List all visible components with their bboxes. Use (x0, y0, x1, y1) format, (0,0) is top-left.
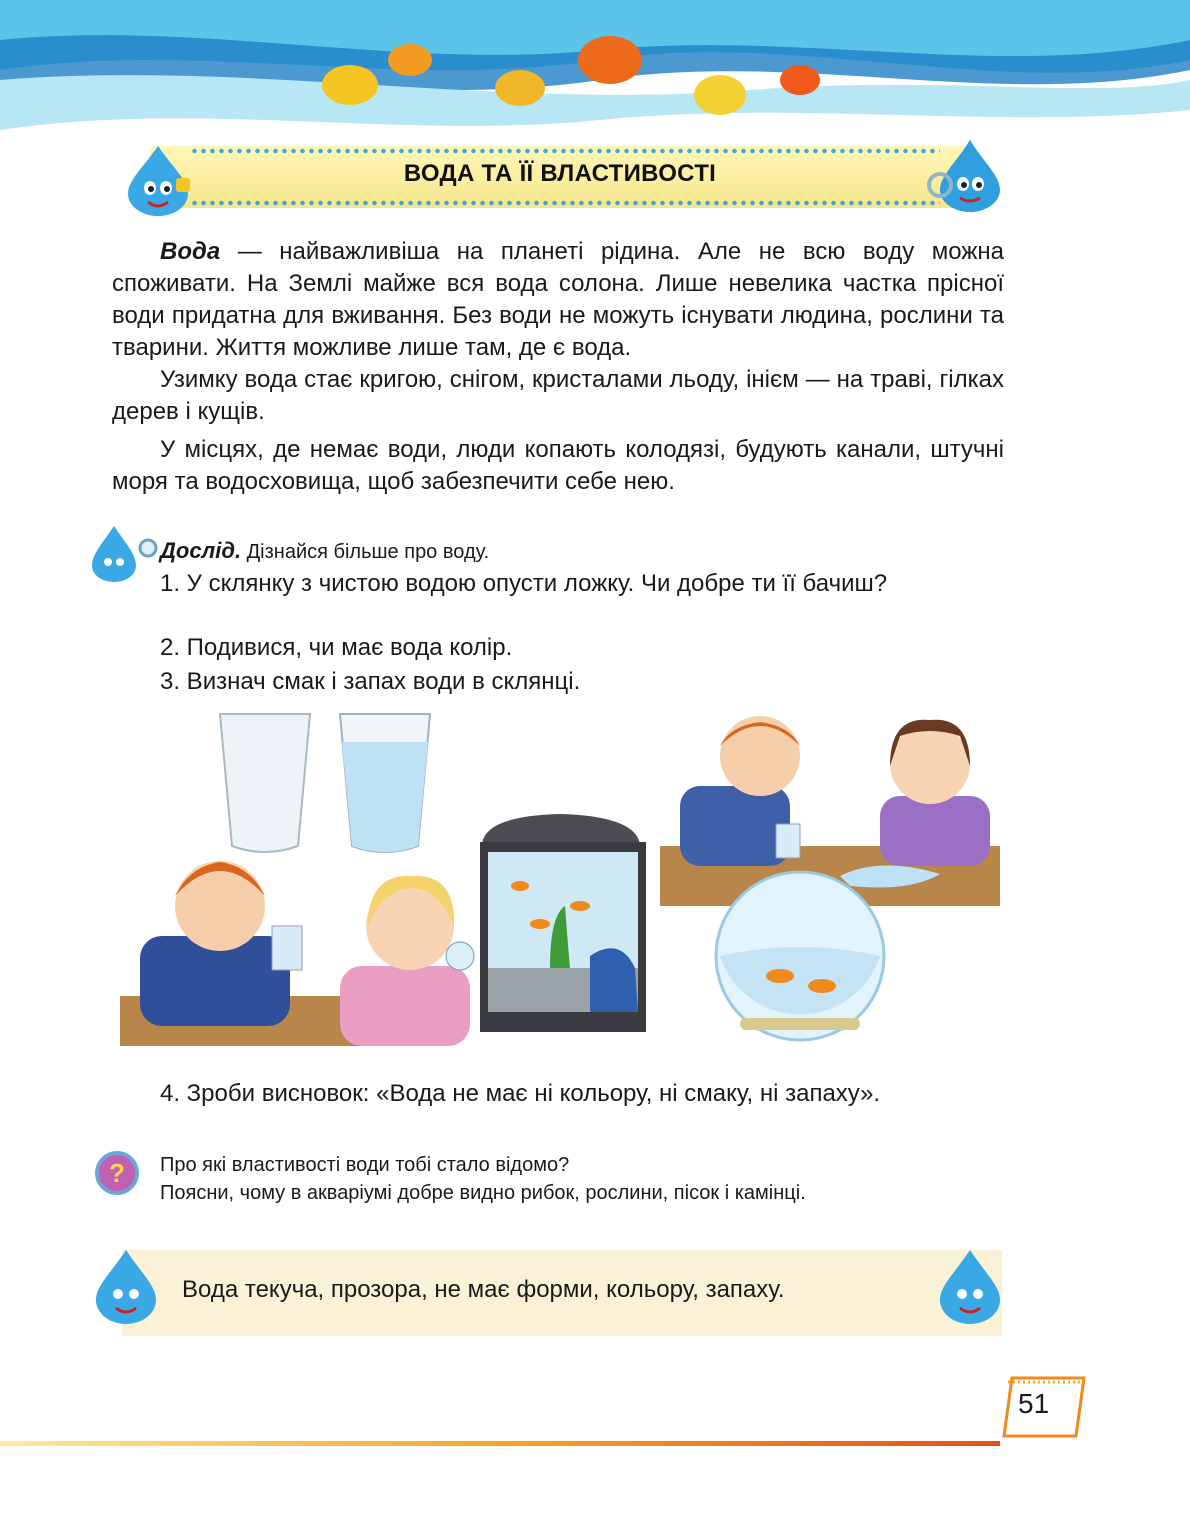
bottom-decorative-line (0, 1441, 1000, 1446)
title-banner (150, 146, 970, 208)
aquarium-icon (480, 814, 646, 1032)
question-mark-icon (94, 1150, 140, 1196)
water-drop-mascot-icon (118, 138, 198, 218)
summary-box (122, 1250, 1002, 1336)
water-glass-icon (340, 714, 430, 852)
svg-text:?: ? (109, 1158, 125, 1188)
hair-flower-icon (446, 942, 474, 970)
intro-paragraph-3: У місцях, де немає води, люди копають колодязі, будують канали, штучні моря та водосховища, щоб забезпечити себе нею. (112, 436, 1004, 495)
experiment-step-3: 3. Визнач смак і запах води в склянці. (160, 668, 581, 695)
bold-term-water: Вода (160, 238, 221, 265)
boy-drinking-icon (680, 716, 800, 866)
water-drop-mascot-icon (86, 1240, 166, 1330)
fish-icon (570, 901, 590, 911)
leaf-icon (388, 44, 432, 76)
question-1: Про які властивості води тобі стало відомо? (160, 1154, 570, 1176)
fishbowl-icon (716, 872, 884, 1040)
intro-paragraph-1: Вода — найважливіша на планеті рідина. Але не всю воду можна споживати. На Землі майже вся вода солона. Лише невелика частка прісної води придатна для вживання. Без води не можуть існувати людина, рослини та тварини. Життя можливе лише там, де є вода. (112, 238, 1004, 361)
top-wave-decoration (0, 0, 1190, 150)
fish-icon (530, 919, 550, 929)
summary-text: Вода текуча, прозора, не має форми, кольору, запаху. (182, 1276, 785, 1303)
intro-paragraph-2: Узимку вода стає кригою, снігом, кристалами льоду, інієм — на траві, гілках дерев і кущів. (112, 366, 1004, 425)
question-2: Поясни, чому в акваріумі добре видно рибок, рослини, пісок і камінці. (160, 1182, 806, 1204)
leaf-icon (694, 75, 746, 115)
leaf-icon (495, 70, 545, 106)
experiment-illustration (120, 706, 1000, 1046)
water-drop-mascot-icon (920, 130, 1010, 220)
page-number: 51 (1018, 1388, 1050, 1419)
dotted-border (190, 200, 940, 206)
fish-icon (808, 979, 836, 993)
experiment-step-2: 2. Подивися, чи має вода колір. (160, 634, 513, 661)
leaf-icon (578, 36, 642, 84)
boy-with-glass-icon (140, 861, 302, 1026)
dotted-border (190, 148, 940, 154)
leaf-icon (322, 65, 378, 105)
fish-icon (511, 881, 529, 891)
empty-glass-icon (220, 714, 310, 852)
fish-icon (766, 969, 794, 983)
leaf-icon (780, 65, 820, 95)
experiment-step-4: 4. Зроби висновок: «Вода не має ні кольору, ні смаку, ні запаху». (160, 1080, 881, 1107)
girl-drinking-icon (340, 876, 474, 1046)
experiment-step-1: 1. У склянку з чистою водою опусти ложку. Чи добре ти її бачиш? (160, 570, 888, 597)
page-title: ВОДА ТА ЇЇ ВЛАСТИВОСТІ (403, 160, 717, 187)
water-drop-mascot-icon (930, 1240, 1010, 1330)
experiment-heading: Дослід. Дізнайся більше про воду. (160, 538, 490, 563)
